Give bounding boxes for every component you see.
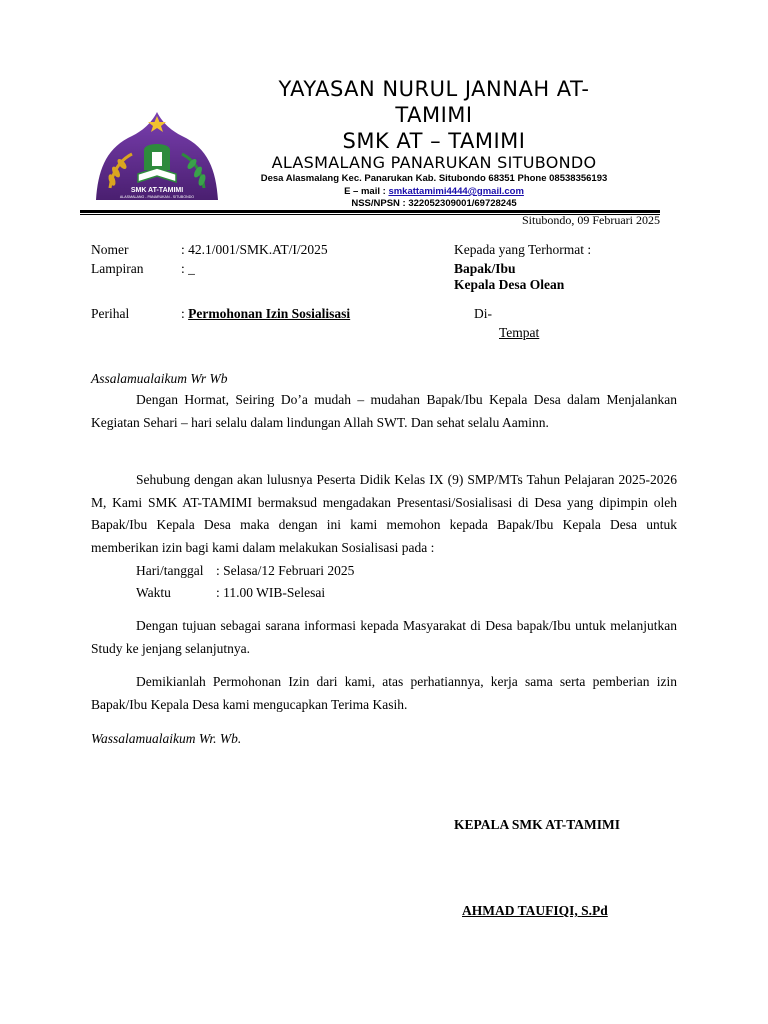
- email-link[interactable]: smkattamimi4444@gmail.com: [388, 186, 524, 197]
- signer-title: KEPALA SMK AT-TAMIMI: [454, 817, 621, 832]
- tempat-label: Tempat: [499, 325, 540, 340]
- lampiran-value: : _: [181, 261, 195, 276]
- nomor-value: : 42.1/001/SMK.AT/I/2025: [181, 242, 328, 257]
- letter-date: Situbondo, 09 Februari 2025: [522, 213, 660, 227]
- school-nss: NSS/NPSN : 322052309001/69728245: [351, 198, 517, 209]
- signer-name: AHMAD TAUFIQI, S.Pd: [462, 903, 608, 918]
- svg-text:SMK AT-TAMIMI: SMK AT-TAMIMI: [130, 187, 184, 194]
- waktu-value: : 11.00 WIB-Selesai: [216, 585, 326, 600]
- greeting: Assalamualaikum Wr Wb: [91, 371, 228, 386]
- perihal-label: Perihal: [91, 306, 130, 321]
- paragraph-1: Dengan Hormat, Seiring Do’a mudah – mudahan Bapak/Ibu Kepala Desa dalam Menjalankan Kegiatan Sehari – hari selalu dalam lindungan Allah SWT. Dan sehat selalu Aaminn.: [91, 392, 677, 430]
- hari-value: : Selasa/12 Februari 2025: [216, 563, 355, 578]
- recipient-intro: Kepada yang Terhormat :: [454, 242, 592, 257]
- closing-greeting: Wassalamualaikum Wr. Wb.: [91, 731, 242, 746]
- waktu-label: Waktu: [136, 585, 171, 600]
- hari-label: Hari/tanggal: [136, 563, 204, 578]
- nomor-label: Nomer: [91, 242, 129, 257]
- school-name: SMK AT – TAMIMI: [342, 129, 526, 153]
- paragraph-2: Sehubung dengan akan lulusnya Peserta Didik Kelas IX (9) SMP/MTs Tahun Pelajaran 2025-2026 M, Kami SMK AT-TAMIMI bermaksud mengadakan Presentasi/Sosialisasi di Desa yang dipimpin oleh Bapak/Ibu Kepala Desa maka dengan ini kami memohon kepada Bapak/Ibu Kepala Desa untuk memberikan izin bagi kami dalam melakukan Sosialisasi pada :: [91, 472, 677, 555]
- svg-text:ALASMALANG - PANARUKAN - SITUB: ALASMALANG - PANARUKAN - SITUBONDO: [119, 195, 195, 199]
- paragraph-4: Demikianlah Permohonan Izin dari kami, atas perhatiannya, kerja sama serta pemberian izin Bapak/Ibu Kepala Desa kami mengucapkan Terima Kasih.: [91, 674, 677, 712]
- school-region: ALASMALANG PANARUKAN SITUBONDO: [271, 153, 597, 172]
- school-address: Desa Alasmalang Kec. Panarukan Kab. Situbondo 68351 Phone 08538356193: [260, 173, 608, 184]
- school-logo: [92, 108, 222, 206]
- lampiran-label: Lampiran: [91, 261, 144, 276]
- perihal-value: : Permohonan Izin Sosialisasi: [181, 306, 351, 321]
- recipient-line1: Bapak/Ibu: [454, 261, 516, 276]
- paragraph-3: Dengan tujuan sebagai sarana informasi kepada Masyarakat di Desa bapak/Ibu untuk melanjutkan Study ke jenjang selanjutnya.: [91, 618, 677, 656]
- org-name: YAYASAN NURUL JANNAH AT- TAMIMI: [278, 77, 590, 127]
- recipient-line2: Kepala Desa Olean: [454, 277, 565, 292]
- school-email-line: E – mail : smkattamimi4444@gmail.com: [344, 186, 524, 197]
- di-label: Di-: [474, 306, 492, 321]
